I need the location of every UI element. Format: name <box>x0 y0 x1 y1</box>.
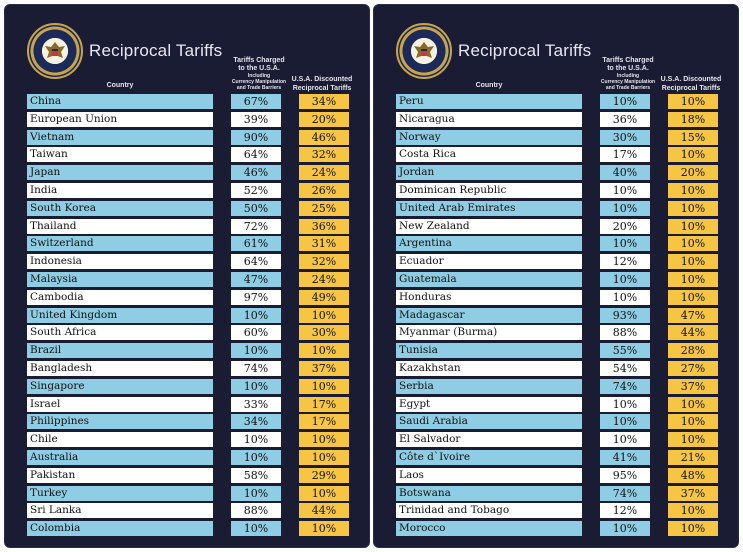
table-row <box>27 324 357 342</box>
table-row <box>27 200 357 218</box>
reciprocal-tariff-cell: 37% <box>668 379 718 394</box>
table-row <box>396 111 726 129</box>
reciprocal-tariff-cell: 20% <box>299 112 349 127</box>
country-cell: South Korea <box>27 201 213 216</box>
table-row <box>396 271 726 289</box>
country-cell: Brazil <box>27 343 213 358</box>
reciprocal-tariff-cell: 46% <box>299 130 349 145</box>
country-cell: Norway <box>396 130 582 145</box>
table-row <box>396 467 726 485</box>
tariff-charged-cell: 10% <box>600 272 650 287</box>
table-row <box>27 502 357 520</box>
table-row <box>27 235 357 253</box>
tariff-charged-cell: 12% <box>600 503 650 518</box>
reciprocal-tariff-cell: 15% <box>668 130 718 145</box>
reciprocal-tariff-cell: 10% <box>299 450 349 465</box>
tariff-charged-cell: 36% <box>600 112 650 127</box>
tariff-board-left <box>4 4 370 548</box>
table-row <box>396 235 726 253</box>
country-cell: New Zealand <box>396 219 582 234</box>
country-cell: Madagascar <box>396 308 582 323</box>
tariff-charged-cell: 88% <box>231 503 281 518</box>
country-cell: Pakistan <box>27 468 213 483</box>
reciprocal-tariff-cell: 18% <box>668 112 718 127</box>
table-row <box>27 485 357 503</box>
reciprocal-tariff-cell: 10% <box>668 147 718 162</box>
country-cell: Taiwan <box>27 147 213 162</box>
reciprocal-tariff-cell: 10% <box>668 254 718 269</box>
reciprocal-tariff-cell: 10% <box>668 414 718 429</box>
country-cell: Bangladesh <box>27 361 213 376</box>
tariff-charged-cell: 55% <box>600 343 650 358</box>
tariff-charged-cell: 47% <box>231 272 281 287</box>
tariff-charged-cell: 10% <box>600 94 650 109</box>
country-cell: European Union <box>27 112 213 127</box>
table-row <box>27 271 357 289</box>
reciprocal-tariff-cell: 37% <box>299 361 349 376</box>
reciprocal-tariff-cell: 49% <box>299 290 349 305</box>
reciprocal-tariff-cell: 47% <box>668 308 718 323</box>
table-row <box>27 360 357 378</box>
tariff-charged-cell: 10% <box>231 521 281 536</box>
country-cell: Jordan <box>396 165 582 180</box>
reciprocal-tariff-cell: 10% <box>299 308 349 323</box>
reciprocal-tariff-cell: 34% <box>299 94 349 109</box>
tariff-charged-cell: 72% <box>231 219 281 234</box>
tariff-charged-cell: 60% <box>231 325 281 340</box>
tariff-charged-cell: 40% <box>600 165 650 180</box>
tariff-charged-cell: 10% <box>231 379 281 394</box>
reciprocal-tariff-cell: 20% <box>668 165 718 180</box>
reciprocal-tariff-cell: 17% <box>299 414 349 429</box>
reciprocal-tariff-cell: 10% <box>299 379 349 394</box>
country-cell: Botswana <box>396 486 582 501</box>
header-reciprocal-tariffs: U.S.A. Discounted Reciprocal Tariffs <box>660 76 722 92</box>
tariff-charged-cell: 10% <box>600 183 650 198</box>
country-cell: Laos <box>396 468 582 483</box>
table-row <box>396 378 726 396</box>
table-row <box>27 289 357 307</box>
tariff-charged-cell: 10% <box>600 290 650 305</box>
reciprocal-tariff-cell: 31% <box>299 236 349 251</box>
tariff-charged-cell: 10% <box>231 432 281 447</box>
reciprocal-tariff-cell: 10% <box>668 432 718 447</box>
header-reciprocal-tariffs: U.S.A. Discounted Reciprocal Tariffs <box>291 76 353 92</box>
table-row <box>396 182 726 200</box>
country-cell: Israel <box>27 397 213 412</box>
tariff-charged-cell: 54% <box>600 361 650 376</box>
table-row <box>27 396 357 414</box>
reciprocal-tariff-cell: 30% <box>299 325 349 340</box>
country-cell: Saudi Arabia <box>396 414 582 429</box>
tariff-table-left <box>27 93 357 538</box>
table-row <box>27 520 357 538</box>
tariff-charged-cell: 10% <box>231 486 281 501</box>
tariff-charged-cell: 95% <box>600 468 650 483</box>
country-cell: Japan <box>27 165 213 180</box>
tariff-charged-cell: 52% <box>231 183 281 198</box>
country-cell: Tunisia <box>396 343 582 358</box>
reciprocal-tariff-cell: 44% <box>299 503 349 518</box>
country-cell: Morocco <box>396 521 582 536</box>
country-cell: Côte d`Ivoire <box>396 450 582 465</box>
table-row <box>396 129 726 147</box>
reciprocal-tariff-cell: 32% <box>299 147 349 162</box>
header-tariffs-charged: Tariffs Charged to the U.S.A. Including Currency Manipulation and Trade Barriers <box>600 57 656 91</box>
country-cell: United Arab Emirates <box>396 201 582 216</box>
tariff-charged-cell: 39% <box>231 112 281 127</box>
table-row <box>396 307 726 325</box>
table-row <box>396 200 726 218</box>
table-row <box>396 502 726 520</box>
country-cell: China <box>27 94 213 109</box>
tariff-charged-cell: 10% <box>231 308 281 323</box>
table-row <box>27 253 357 271</box>
tariff-charged-cell: 10% <box>600 236 650 251</box>
tariff-board-right <box>373 4 739 548</box>
presidential-seal-icon <box>396 23 452 79</box>
country-cell: Kazakhstan <box>396 361 582 376</box>
tariff-charged-cell: 10% <box>231 450 281 465</box>
reciprocal-tariff-cell: 24% <box>299 272 349 287</box>
country-cell: India <box>27 183 213 198</box>
tariff-charged-cell: 67% <box>231 94 281 109</box>
tariff-charged-cell: 12% <box>600 254 650 269</box>
tariff-charged-cell: 10% <box>600 397 650 412</box>
tariff-charged-cell: 64% <box>231 254 281 269</box>
country-cell: Dominican Republic <box>396 183 582 198</box>
table-row <box>27 467 357 485</box>
tariff-charged-cell: 10% <box>600 201 650 216</box>
tariff-charged-cell: 64% <box>231 147 281 162</box>
reciprocal-tariff-cell: 28% <box>668 343 718 358</box>
table-row <box>27 431 357 449</box>
reciprocal-tariff-cell: 10% <box>668 290 718 305</box>
table-row <box>396 324 726 342</box>
country-cell: Singapore <box>27 379 213 394</box>
reciprocal-tariff-cell: 10% <box>299 432 349 447</box>
tariff-charged-cell: 74% <box>231 361 281 376</box>
table-row <box>396 360 726 378</box>
tariff-charged-cell: 41% <box>600 450 650 465</box>
table-row <box>396 413 726 431</box>
table-row <box>396 431 726 449</box>
tariff-charged-cell: 61% <box>231 236 281 251</box>
country-cell: Australia <box>27 450 213 465</box>
tariff-charged-cell: 20% <box>600 219 650 234</box>
country-cell: Cambodia <box>27 290 213 305</box>
tariff-charged-cell: 17% <box>600 147 650 162</box>
reciprocal-tariff-cell: 10% <box>299 486 349 501</box>
table-row <box>396 289 726 307</box>
country-cell: Egypt <box>396 397 582 412</box>
table-row <box>27 307 357 325</box>
table-row <box>396 520 726 538</box>
table-row <box>27 111 357 129</box>
reciprocal-tariff-cell: 44% <box>668 325 718 340</box>
header-country: Country <box>106 82 134 89</box>
reciprocal-tariff-cell: 48% <box>668 468 718 483</box>
reciprocal-tariff-cell: 36% <box>299 219 349 234</box>
table-row <box>27 413 357 431</box>
country-cell: Trinidad and Tobago <box>396 503 582 518</box>
reciprocal-tariff-cell: 10% <box>668 219 718 234</box>
tariff-charged-cell: 33% <box>231 397 281 412</box>
tariff-charged-cell: 10% <box>600 414 650 429</box>
country-cell: Thailand <box>27 219 213 234</box>
tariff-table-right <box>396 93 726 538</box>
reciprocal-tariff-cell: 10% <box>668 397 718 412</box>
country-cell: Chile <box>27 432 213 447</box>
country-cell: Peru <box>396 94 582 109</box>
tariff-charged-cell: 58% <box>231 468 281 483</box>
table-row <box>27 449 357 467</box>
country-cell: El Salvador <box>396 432 582 447</box>
table-row <box>27 182 357 200</box>
header-country: Country <box>475 82 503 89</box>
country-cell: Ecuador <box>396 254 582 269</box>
reciprocal-tariff-cell: 10% <box>668 201 718 216</box>
country-cell: Colombia <box>27 521 213 536</box>
table-row <box>396 342 726 360</box>
page-title: Reciprocal Tariffs <box>458 41 592 60</box>
country-cell: Switzerland <box>27 236 213 251</box>
table-row <box>27 218 357 236</box>
table-row <box>396 146 726 164</box>
table-row <box>27 378 357 396</box>
tariff-charged-cell: 50% <box>231 201 281 216</box>
country-cell: Philippines <box>27 414 213 429</box>
table-row <box>396 253 726 271</box>
country-cell: Vietnam <box>27 130 213 145</box>
table-row <box>27 342 357 360</box>
reciprocal-tariff-cell: 29% <box>299 468 349 483</box>
table-row <box>396 485 726 503</box>
country-cell: United Kingdom <box>27 308 213 323</box>
country-cell: Serbia <box>396 379 582 394</box>
tariff-charged-cell: 10% <box>231 343 281 358</box>
country-cell: Turkey <box>27 486 213 501</box>
country-cell: Guatemala <box>396 272 582 287</box>
table-row <box>27 129 357 147</box>
reciprocal-tariff-cell: 27% <box>668 361 718 376</box>
tariff-charged-cell: 93% <box>600 308 650 323</box>
table-row <box>396 164 726 182</box>
reciprocal-tariff-cell: 24% <box>299 165 349 180</box>
country-cell: Indonesia <box>27 254 213 269</box>
tariff-charged-cell: 97% <box>231 290 281 305</box>
reciprocal-tariff-cell: 17% <box>299 397 349 412</box>
reciprocal-tariff-cell: 10% <box>299 343 349 358</box>
reciprocal-tariff-cell: 10% <box>668 521 718 536</box>
country-cell: South Africa <box>27 325 213 340</box>
presidential-seal-icon <box>27 23 83 79</box>
tariff-charged-cell: 90% <box>231 130 281 145</box>
reciprocal-tariff-cell: 10% <box>668 272 718 287</box>
tariff-charged-cell: 74% <box>600 486 650 501</box>
reciprocal-tariff-cell: 21% <box>668 450 718 465</box>
tariff-charged-cell: 34% <box>231 414 281 429</box>
reciprocal-tariff-cell: 10% <box>668 183 718 198</box>
reciprocal-tariff-cell: 37% <box>668 486 718 501</box>
reciprocal-tariff-cell: 32% <box>299 254 349 269</box>
tariff-charged-cell: 30% <box>600 130 650 145</box>
tariff-charged-cell: 10% <box>600 432 650 447</box>
tariff-charged-cell: 46% <box>231 165 281 180</box>
country-cell: Honduras <box>396 290 582 305</box>
table-row <box>27 164 357 182</box>
tariff-charged-cell: 74% <box>600 379 650 394</box>
reciprocal-tariff-cell: 10% <box>299 521 349 536</box>
reciprocal-tariff-cell: 10% <box>668 236 718 251</box>
tariff-charged-cell: 10% <box>600 521 650 536</box>
reciprocal-tariff-cell: 10% <box>668 94 718 109</box>
country-cell: Argentina <box>396 236 582 251</box>
table-row <box>27 146 357 164</box>
table-row <box>396 396 726 414</box>
reciprocal-tariff-cell: 25% <box>299 201 349 216</box>
header-tariffs-charged: Tariffs Charged to the U.S.A. Including Currency Manipulation and Trade Barriers <box>231 57 287 91</box>
country-cell: Sri Lanka <box>27 503 213 518</box>
table-row <box>396 93 726 111</box>
country-cell: Malaysia <box>27 272 213 287</box>
table-row <box>396 449 726 467</box>
reciprocal-tariff-cell: 26% <box>299 183 349 198</box>
table-row <box>27 93 357 111</box>
tariff-charged-cell: 88% <box>600 325 650 340</box>
reciprocal-tariff-cell: 10% <box>668 503 718 518</box>
country-cell: Nicaragua <box>396 112 582 127</box>
country-cell: Costa Rica <box>396 147 582 162</box>
country-cell: Myanmar (Burma) <box>396 325 582 340</box>
page-title: Reciprocal Tariffs <box>89 41 223 60</box>
table-row <box>396 218 726 236</box>
